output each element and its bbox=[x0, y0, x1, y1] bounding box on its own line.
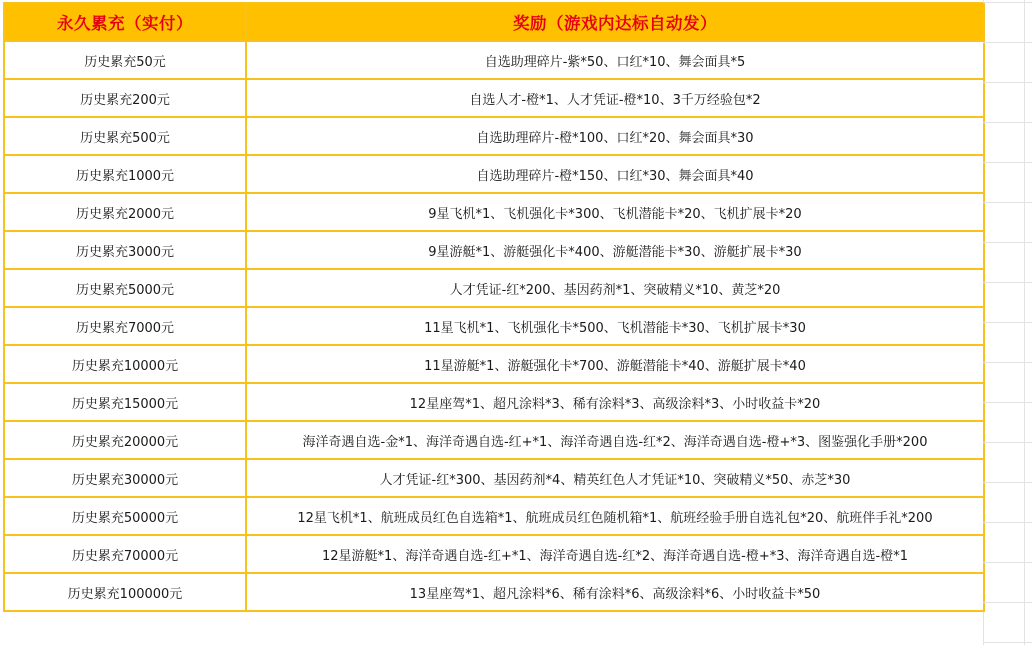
table-row bbox=[4, 117, 984, 155]
table-row bbox=[4, 193, 984, 231]
table-row bbox=[4, 269, 984, 307]
grid-line bbox=[983, 202, 1032, 203]
reward-cell: 人才凭证-红*300、基因药剂*4、精英红色人才凭证*10、突破精义*50、赤芝*30 bbox=[246, 459, 984, 497]
grid-line bbox=[983, 562, 1032, 563]
recharge-tier-cell: 历史累充70000元 bbox=[4, 535, 246, 573]
grid-line bbox=[983, 522, 1032, 523]
table-row bbox=[4, 459, 984, 497]
table-row bbox=[4, 79, 984, 117]
table-row bbox=[4, 383, 984, 421]
table-row bbox=[4, 345, 984, 383]
reward-cell: 12星游艇*1、海洋奇遇自选-红+*1、海洋奇遇自选-红*2、海洋奇遇自选-橙+*3、海洋奇遇自选-橙*1 bbox=[246, 535, 984, 573]
recharge-tier-cell: 历史累充500元 bbox=[4, 117, 246, 155]
table-row bbox=[4, 41, 984, 79]
recharge-tier-cell: 历史累充15000元 bbox=[4, 383, 246, 421]
reward-column-header: 奖励（游戏内达标自动发） bbox=[246, 3, 984, 41]
reward-cell: 11星游艇*1、游艇强化卡*700、游艇潜能卡*40、游艇扩展卡*40 bbox=[246, 345, 984, 383]
recharge-tier-cell: 历史累充50元 bbox=[4, 41, 246, 79]
reward-cell: 12星座驾*1、超凡涂料*3、稀有涂料*3、高级涂料*3、小时收益卡*20 bbox=[246, 383, 984, 421]
reward-cell: 11星飞机*1、飞机强化卡*500、飞机潜能卡*30、飞机扩展卡*30 bbox=[246, 307, 984, 345]
grid-line bbox=[983, 602, 1032, 603]
grid-line bbox=[983, 282, 1032, 283]
grid-line bbox=[983, 402, 1032, 403]
recharge-tier-cell: 历史累充1000元 bbox=[4, 155, 246, 193]
tier-column-header: 永久累充（实付） bbox=[4, 3, 246, 41]
recharge-tier-cell: 历史累充5000元 bbox=[4, 269, 246, 307]
reward-cell: 自选助理碎片-紫*50、口红*10、舞会面具*5 bbox=[246, 41, 984, 79]
reward-cell: 海洋奇遇自选-金*1、海洋奇遇自选-红+*1、海洋奇遇自选-红*2、海洋奇遇自选-橙+*3、图鉴强化手册*200 bbox=[246, 421, 984, 459]
grid-line bbox=[983, 482, 1032, 483]
recharge-tier-cell: 历史累充50000元 bbox=[4, 497, 246, 535]
reward-cell: 自选助理碎片-橙*150、口红*30、舞会面具*40 bbox=[246, 155, 984, 193]
grid-line bbox=[983, 82, 1032, 83]
reward-cell: 13星座驾*1、超凡涂料*6、稀有涂料*6、高级涂料*6、小时收益卡*50 bbox=[246, 573, 984, 611]
table-row bbox=[4, 231, 984, 269]
grid-line bbox=[983, 362, 1032, 363]
recharge-tier-cell: 历史累充10000元 bbox=[4, 345, 246, 383]
table-row bbox=[4, 421, 984, 459]
table-row bbox=[4, 155, 984, 193]
reward-cell: 9星飞机*1、飞机强化卡*300、飞机潜能卡*20、飞机扩展卡*20 bbox=[246, 193, 984, 231]
recharge-tier-cell: 历史累充7000元 bbox=[4, 307, 246, 345]
grid-line bbox=[983, 2, 1032, 3]
reward-cell: 自选人才-橙*1、人才凭证-橙*10、3千万经验包*2 bbox=[246, 79, 984, 117]
grid-line bbox=[983, 642, 1032, 643]
grid-line bbox=[983, 442, 1032, 443]
recharge-reward-table bbox=[3, 2, 985, 612]
recharge-tier-cell: 历史累充2000元 bbox=[4, 193, 246, 231]
reward-cell: 12星飞机*1、航班成员红色自选箱*1、航班成员红色随机箱*1、航班经验手册自选礼包*20、航班伴手礼*200 bbox=[246, 497, 984, 535]
table-row bbox=[4, 573, 984, 611]
recharge-tier-cell: 历史累充100000元 bbox=[4, 573, 246, 611]
reward-cell: 自选助理碎片-橙*100、口红*20、舞会面具*30 bbox=[246, 117, 984, 155]
table-row bbox=[4, 307, 984, 345]
grid-line bbox=[983, 42, 1032, 43]
recharge-tier-cell: 历史累充30000元 bbox=[4, 459, 246, 497]
recharge-tier-cell: 历史累充20000元 bbox=[4, 421, 246, 459]
grid-line bbox=[983, 122, 1032, 123]
grid-line bbox=[983, 322, 1032, 323]
recharge-tier-cell: 历史累充3000元 bbox=[4, 231, 246, 269]
table-row bbox=[4, 497, 984, 535]
grid-line bbox=[983, 162, 1032, 163]
recharge-tier-cell: 历史累充200元 bbox=[4, 79, 246, 117]
reward-cell: 9星游艇*1、游艇强化卡*400、游艇潜能卡*30、游艇扩展卡*30 bbox=[246, 231, 984, 269]
reward-cell: 人才凭证-红*200、基因药剂*1、突破精义*10、黄芝*20 bbox=[246, 269, 984, 307]
grid-line bbox=[983, 242, 1032, 243]
table-header-row bbox=[4, 3, 984, 41]
table-row bbox=[4, 535, 984, 573]
